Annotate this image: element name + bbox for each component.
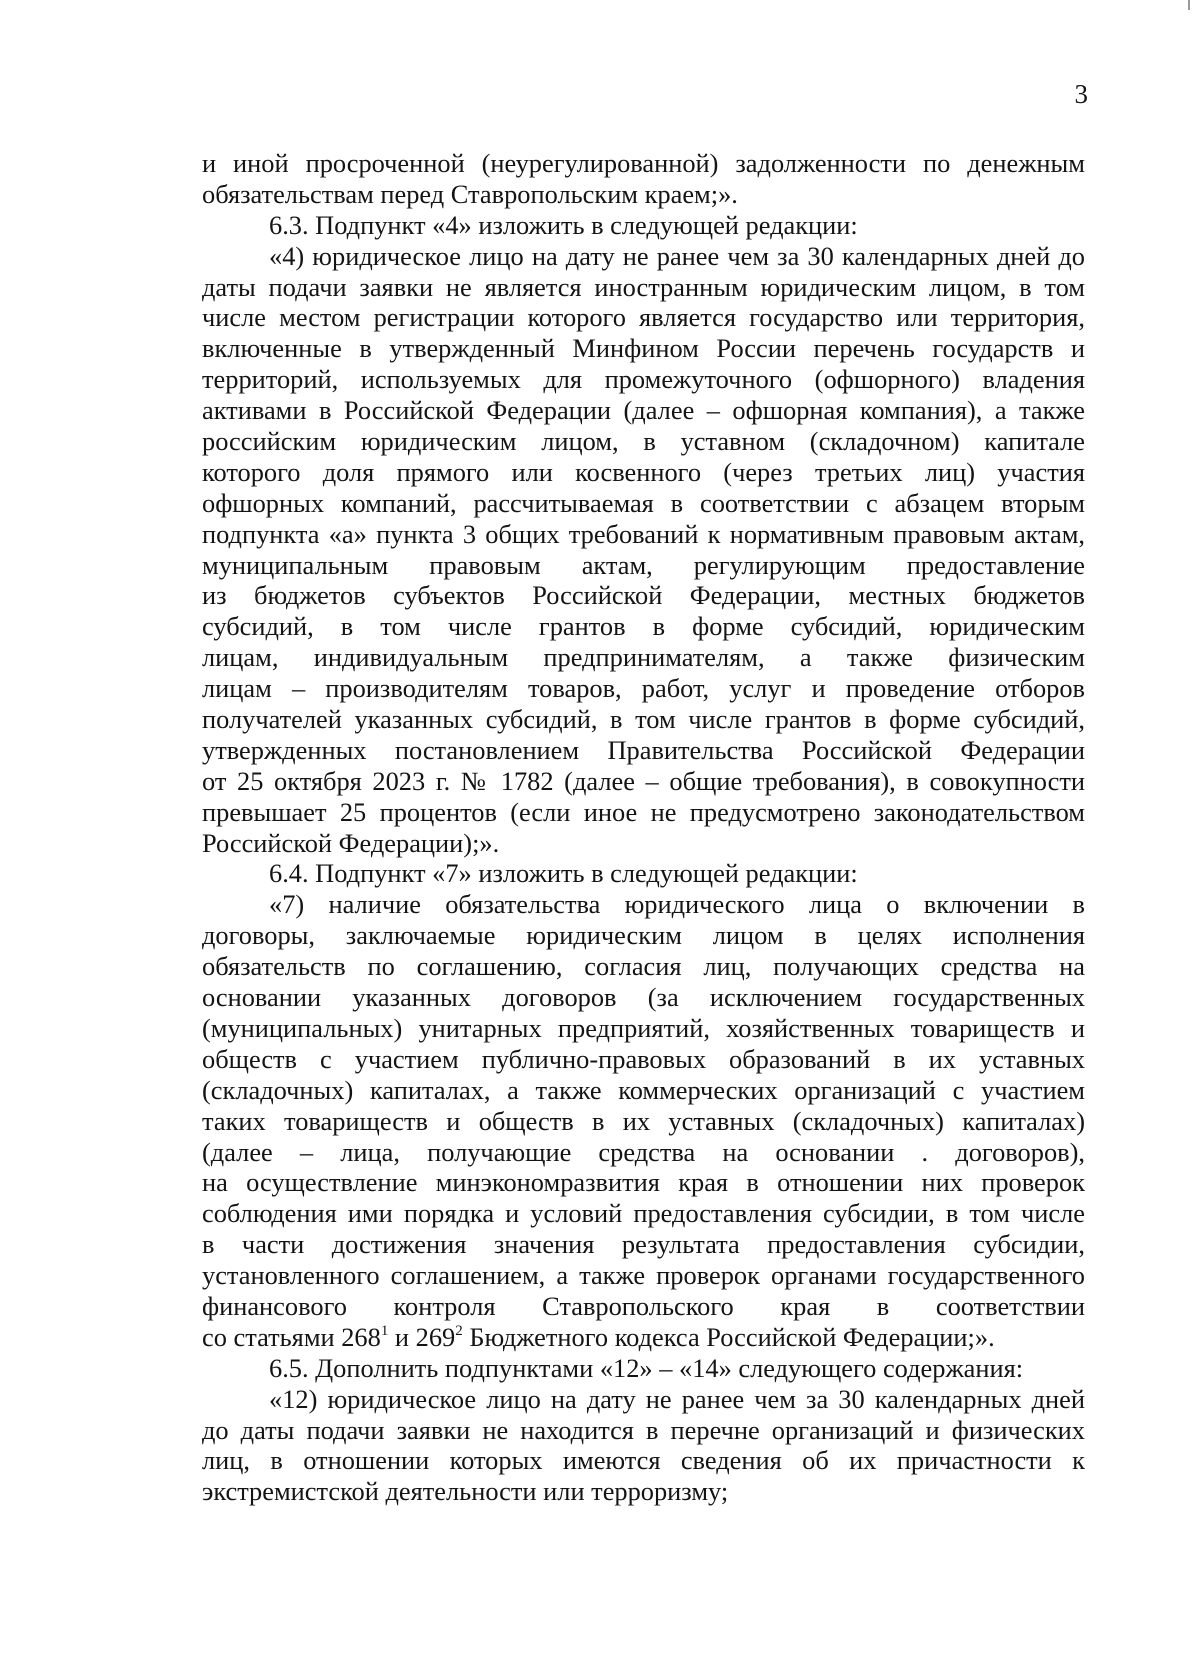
text-line: и иной просроченной (неурегулированной) задолженности по денежным — [202, 148, 1085, 178]
text-line: активами в Российской Федерации (далее – офшорная компания), а также — [202, 395, 1085, 426]
text-line: (муниципальных) унитарных предприятий, хозяйственных товариществ и — [202, 1012, 1085, 1043]
text-line: включенные в утвержденный Минфином России перечень государств и — [202, 333, 1085, 364]
text-segment: Бюджетного кодекса Российской Федерации;». — [462, 1321, 995, 1352]
text-line: лицам, индивидуальным предпринимателям, а также физическим — [202, 642, 1085, 673]
text-line: (далее – лица, получающие средства на основании . договоров), — [202, 1136, 1085, 1167]
text-line: из бюджетов субъектов Российской Федерации, местных бюджетов — [202, 580, 1085, 611]
text-line: «12) юридическое лицо на дату не ранее чем за 30 календарных дней — [269, 1383, 1085, 1414]
text-line: установленного соглашением, а также проверок органами государственного — [202, 1260, 1085, 1291]
text-line: таких товариществ и обществ в их уставных (складочных) капиталах) — [202, 1105, 1085, 1136]
text-line: муниципальным правовым актам, регулирующим предоставление — [202, 549, 1085, 580]
superscript: 2 — [455, 1322, 463, 1339]
text-line-with-superscripts — [202, 1322, 1085, 1353]
text-line: превышает 25 процентов (если иное не предусмотрено законодательством — [202, 796, 1085, 827]
text-line: обязательств по соглашению, согласия лиц, получающих средства на — [202, 951, 1085, 982]
text-line: «4) юридическое лицо на дату не ранее чем за 30 календарных дней до — [269, 240, 1085, 271]
text-line: которого доля прямого или косвенного (через третьих лиц) участия — [202, 456, 1085, 487]
text-line: «7) наличие обязательства юридического лица о включении в — [269, 889, 1085, 920]
text-line: даты подачи заявки не является иностранным юридическим лицом, в том — [202, 271, 1085, 302]
section-heading-6-5: 6.5. Дополнить подпунктами «12» – «14» следующего содержания: — [269, 1352, 1024, 1383]
text-line: на осуществление минэкономразвития края в отношении них проверок — [202, 1167, 1085, 1198]
text-line: офшорных компаний, рассчитываемая в соответствии с абзацем вторым — [202, 487, 1085, 518]
text-line: до даты подачи заявки не находится в перечне организаций и физических — [202, 1414, 1085, 1445]
text-line: финансового контроля Ставропольского края в соответствии — [202, 1290, 1085, 1321]
section-heading-6-3: 6.3. Подпункт «4» изложить в следующей редакции: — [269, 209, 858, 240]
text-line: договоры, заключаемые юридическим лицом в целях исполнения — [202, 920, 1085, 951]
superscript: 1 — [380, 1322, 389, 1339]
text-line: от 25 октября 2023 г. № 1782 (далее – общие требования), в совокупности — [202, 765, 1085, 796]
section-heading-6-4: 6.4. Подпункт «7» изложить в следующей редакции: — [269, 858, 858, 889]
text-line: субсидий, в том числе грантов в форме субсидий, юридическим — [202, 611, 1085, 642]
text-line: экстремистской деятельности или терроризму; — [202, 1476, 729, 1507]
text-line: территорий, используемых для промежуточного (офшорного) владения — [202, 364, 1085, 395]
text-line: основании указанных договоров (за исключением государственных — [202, 982, 1085, 1013]
text-line: получателей указанных субсидий, в том числе грантов в форме субсидий, — [202, 704, 1085, 735]
text-line: лицам – производителям товаров, работ, услуг и проведение отборов — [202, 673, 1085, 704]
text-line: числе местом регистрации которого является государство или территория, — [202, 302, 1085, 333]
text-segment: со статьями 268 — [202, 1321, 381, 1352]
text-line: Российской Федерации);». — [202, 827, 500, 858]
text-line: обществ с участием публично-правовых образований в их уставных — [202, 1043, 1085, 1074]
text-line: лиц, в отношении которых имеются сведения об их причастности к — [202, 1445, 1085, 1476]
page-number: 3 — [1074, 79, 1088, 109]
text-line: обязательствам перед Ставропольским краем;». — [202, 178, 738, 209]
text-line: в части достижения значения результата предоставления субсидии, — [202, 1229, 1085, 1260]
text-line: (складочных) капиталах, а также коммерческих организаций с участием — [202, 1074, 1085, 1105]
text-segment: и 269 — [388, 1321, 456, 1352]
scan-edge-mark — [1188, 0, 1190, 10]
document-body — [202, 148, 1085, 1507]
text-line: российским юридическим лицом, в уставном (складочном) капитале — [202, 426, 1085, 457]
text-line: подпункта «а» пункта 3 общих требований к нормативным правовым актам, — [202, 518, 1085, 549]
text-line: соблюдения ими порядка и условий предоставления субсидии, в том числе — [202, 1198, 1085, 1229]
text-line: утвержденных постановлением Правительства Российской Федерации — [202, 734, 1085, 765]
